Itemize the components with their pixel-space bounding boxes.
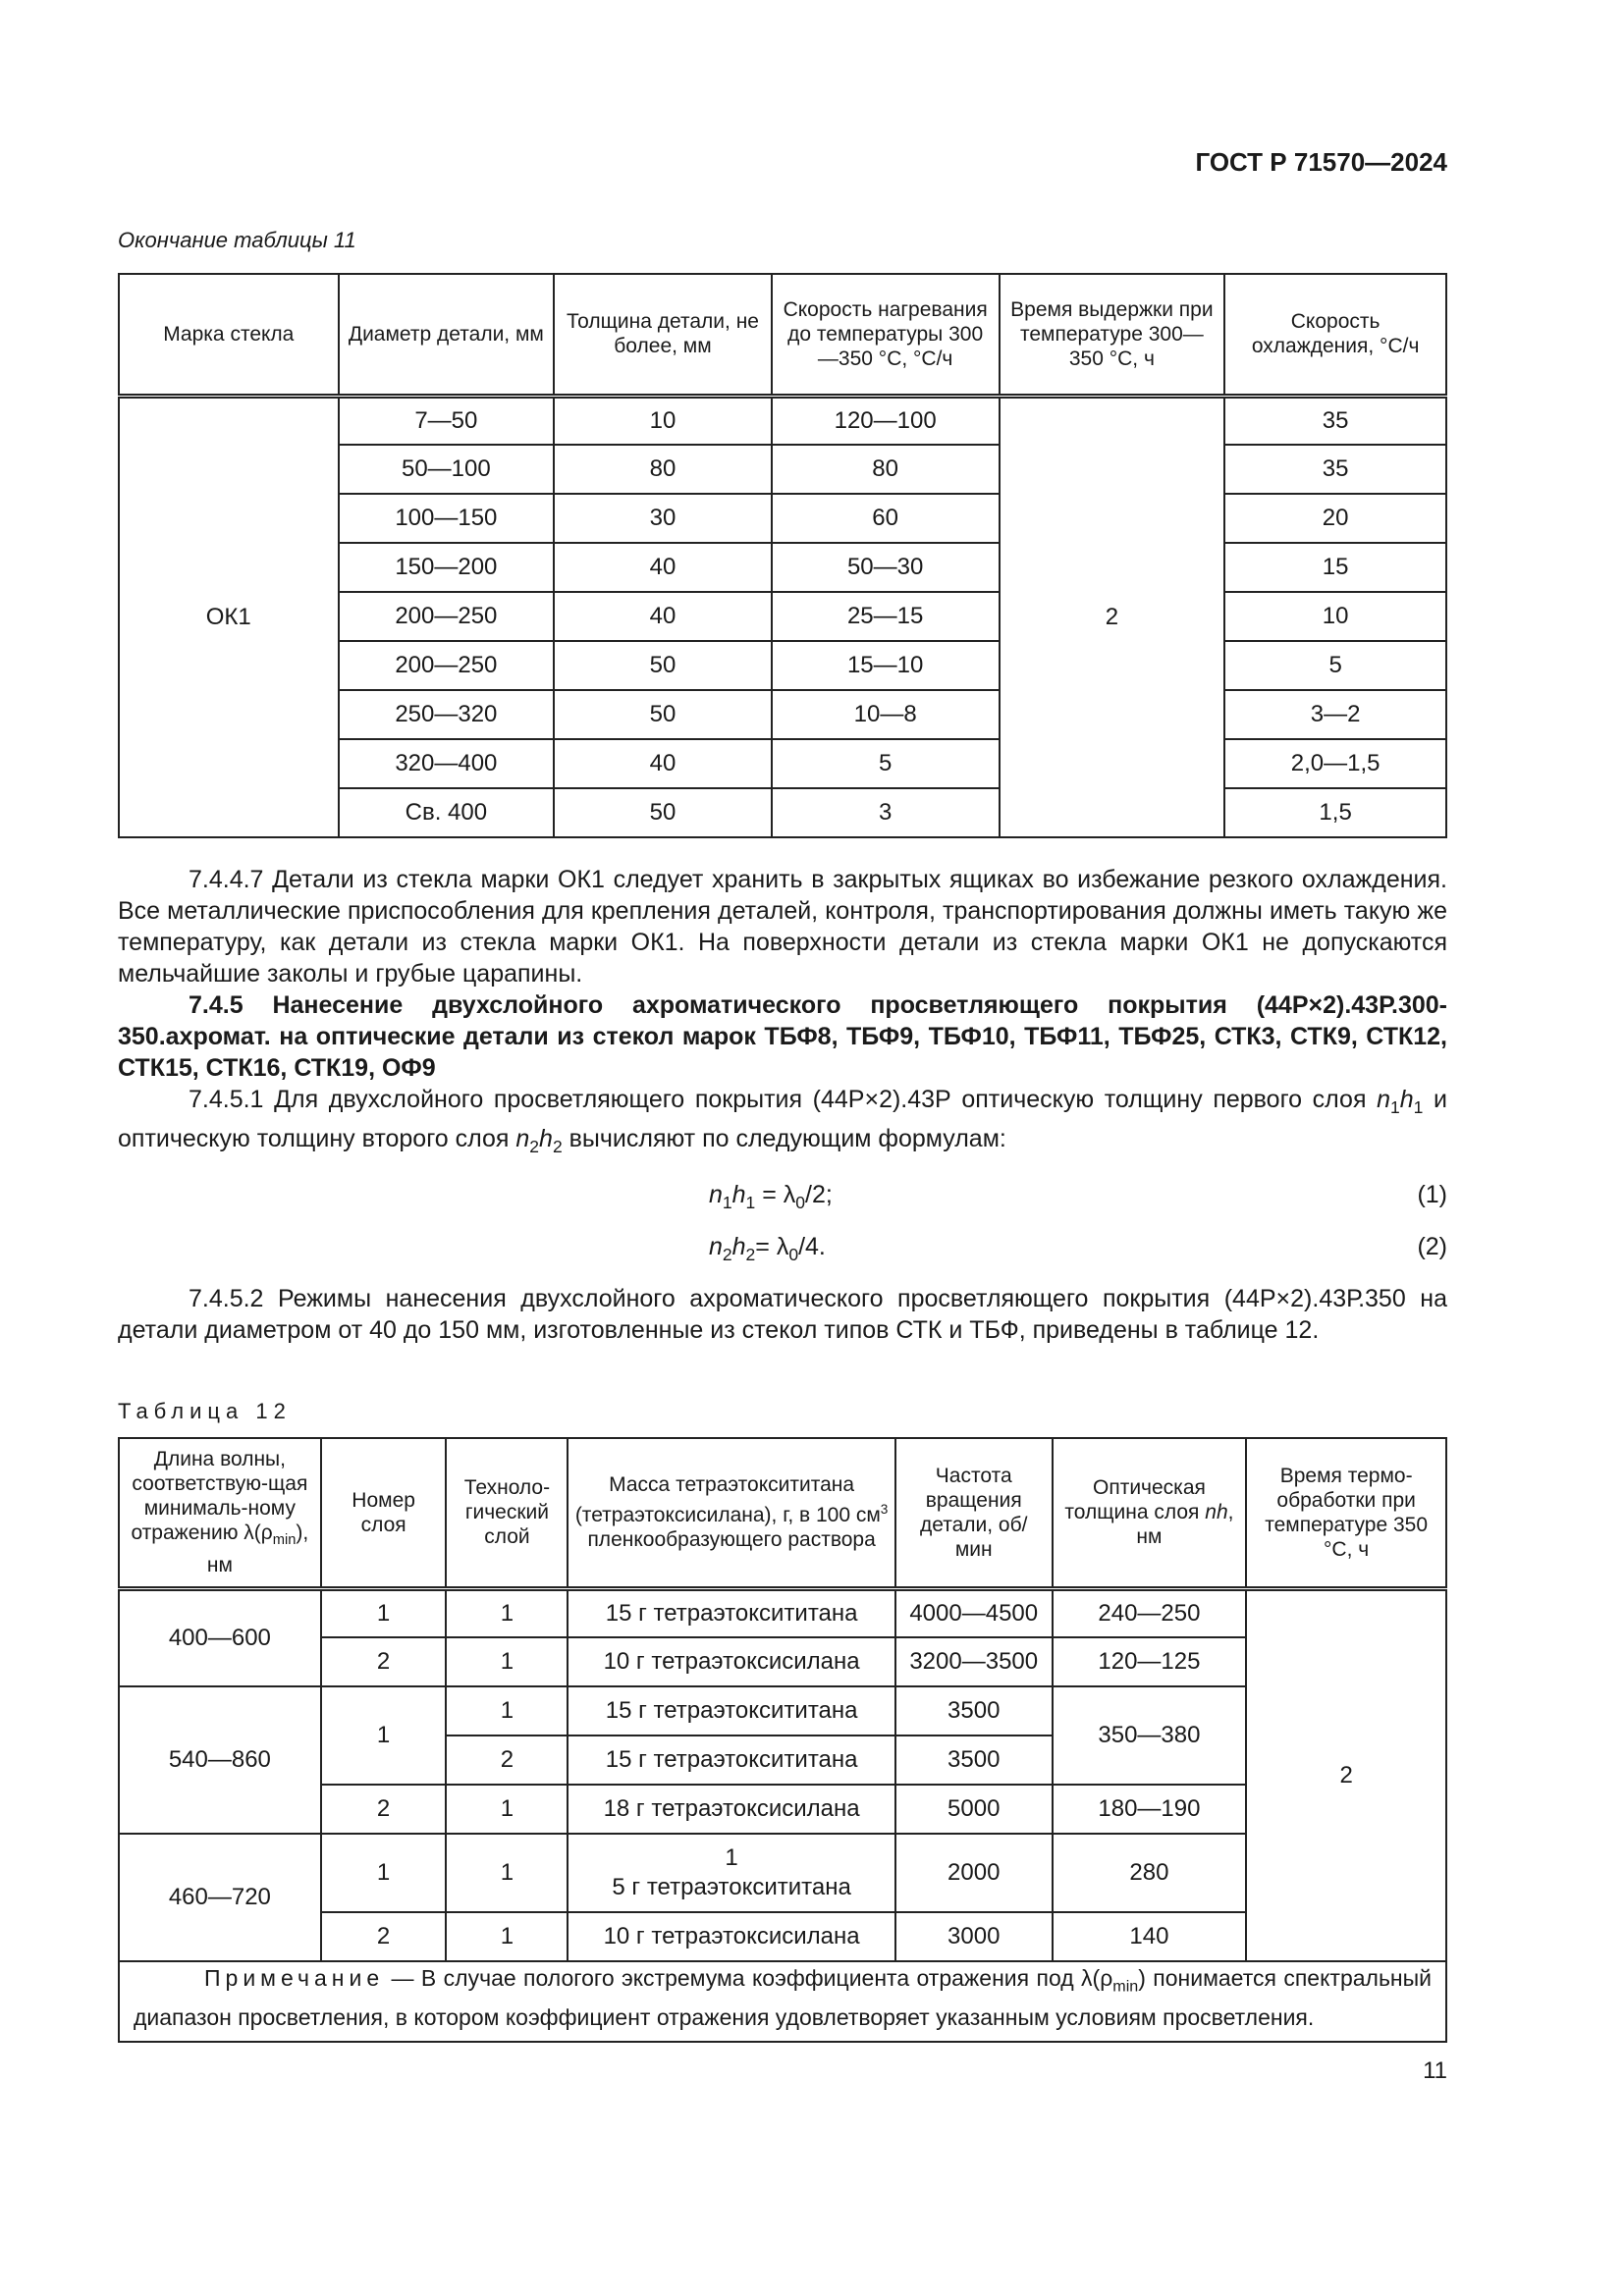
cell: 4000—4500 xyxy=(895,1588,1053,1637)
equation-number-2: (2) xyxy=(1417,1233,1447,1260)
hold-time-cell: 2 xyxy=(1000,396,1225,837)
brand-cell: ОК1 xyxy=(119,396,339,837)
formula-1: $n_1h_1 = \lambda_0/2$; xyxy=(709,1181,833,1212)
cell: 2 xyxy=(321,1912,447,1961)
col-header-diameter: Диаметр детали, мм xyxy=(339,274,555,396)
cell: 2000 xyxy=(895,1834,1053,1912)
mass-top: 1 xyxy=(725,1844,738,1871)
cell: 15 г тетраэтоксититана xyxy=(568,1735,894,1785)
col-header-cooling-rate: Скорость охлаждения, °С/ч xyxy=(1224,274,1446,396)
cell: 5 xyxy=(1224,641,1446,690)
cell: 1,5 xyxy=(1224,788,1446,837)
cell: 50—100 xyxy=(339,445,555,494)
col-header-heating-rate: Скорость нагревания до температуры 300—350 °С, °С/ч xyxy=(772,274,1000,396)
cell: 10 г тетраэтоксисилана xyxy=(568,1912,894,1961)
cell: 3—2 xyxy=(1224,690,1446,739)
cell: 3200—3500 xyxy=(895,1637,1053,1686)
cell: 1 xyxy=(446,1588,568,1637)
table-row xyxy=(119,396,1446,445)
note-label: Примечание xyxy=(204,1965,385,1991)
page-number: 11 xyxy=(1423,2057,1447,2084)
cell: 150—200 xyxy=(339,543,555,592)
cell: 120—125 xyxy=(1053,1637,1247,1686)
col-header-brand: Марка стекла xyxy=(119,274,339,396)
cell: 10 xyxy=(554,396,772,445)
cell: 10—8 xyxy=(772,690,1000,739)
cell: 80 xyxy=(554,445,772,494)
cell: 1 xyxy=(446,1912,568,1961)
cell: 2,0—1,5 xyxy=(1224,739,1446,788)
cell: 1 xyxy=(321,1686,447,1785)
document-number: ГОСТ Р 71570—2024 xyxy=(1195,147,1447,177)
col-header-layer-number: Номер слоя xyxy=(321,1438,447,1588)
table11-caption: Окончание таблицы 11 xyxy=(118,228,356,252)
cell: 350—380 xyxy=(1053,1686,1247,1785)
cell: 50—30 xyxy=(772,543,1000,592)
cell: 5000 xyxy=(895,1785,1053,1834)
cell: 2 xyxy=(321,1785,447,1834)
cell: 120—100 xyxy=(772,396,1000,445)
paragraph-7-4-5-1: 7.4.5.1 Для двухслойного просветляющего покрытия (44Р×2).43Р оптическую толщину первого слоя $n_1h_1$ и оптическую толщину второго слоя $n_2h_2$ вычисляют по следующим формулам: xyxy=(118,1086,1447,1156)
cell: 200—250 xyxy=(339,592,555,641)
cell: 50 xyxy=(554,641,772,690)
cell: 1 xyxy=(446,1637,568,1686)
cell: 2 xyxy=(321,1637,447,1686)
cell: 20 xyxy=(1224,494,1446,543)
mass-value: 5 г тетраэтоксититана xyxy=(612,1874,851,1900)
cell: 1 xyxy=(446,1686,568,1735)
cell: 15—10 xyxy=(772,641,1000,690)
col-header-optical-thickness: Оптическая толщина слоя nh, нм xyxy=(1053,1438,1247,1588)
cell: 3 xyxy=(772,788,1000,837)
cell: 30 xyxy=(554,494,772,543)
formula-2: $n_2h_2= \lambda_0/4$. xyxy=(709,1233,826,1264)
cell: 250—320 xyxy=(339,690,555,739)
body-text-2 xyxy=(118,1283,1447,1346)
cell: 100—150 xyxy=(339,494,555,543)
table-12 xyxy=(118,1437,1447,1962)
wavelength-cell: 540—860 xyxy=(119,1686,321,1834)
cell: 15 г тетраэтоксититана xyxy=(568,1588,894,1637)
heat-time-cell: 2 xyxy=(1246,1588,1446,1961)
col-header-wavelength: Длина волны, соответствую-щая минималь-ному отражению $\lambda(\rho_{min})$, нм xyxy=(119,1438,321,1588)
cell: 200—250 xyxy=(339,641,555,690)
cell: 50 xyxy=(554,788,772,837)
table12-note: Примечание — В случае пологого экстремума коэффициента отражения под $\lambda(\rho_{min})$ понимается спектральный диапазон просветления, в котором коэффициент отражения удовлетворяет указанным условиям просветления. xyxy=(118,1957,1447,2043)
cell: 60 xyxy=(772,494,1000,543)
cell: 1 xyxy=(321,1588,447,1637)
table12-caption: Таблица 12 xyxy=(118,1399,292,1423)
col-header-thickness: Толщина детали, не более, мм xyxy=(554,274,772,396)
cell: 40 xyxy=(554,592,772,641)
cell: 15 xyxy=(1224,543,1446,592)
wavelength-cell: 460—720 xyxy=(119,1834,321,1961)
cell: 5 xyxy=(772,739,1000,788)
cell: 320—400 xyxy=(339,739,555,788)
col-header-tech-layer: Техноло-гический слой xyxy=(446,1438,568,1588)
cell: Св. 400 xyxy=(339,788,555,837)
cell: 18 г тетраэтоксисилана xyxy=(568,1785,894,1834)
cell: 7—50 xyxy=(339,396,555,445)
table-11 xyxy=(118,273,1447,838)
col-header-heat-time: Время термо-обработки при температуре 350 °С, ч xyxy=(1246,1438,1446,1588)
cell: 25—15 xyxy=(772,592,1000,641)
paragraph-7-4-5-2: 7.4.5.2 Режимы нанесения двухслойного ахроматического просветляющего покрытия (44Р×2).43Р.350 на детали диаметром от 40 до 150 мм, изготовленные из стекол типов СТК и ТБФ, приведены в таблице 12. xyxy=(118,1285,1447,1344)
cell: 1 xyxy=(446,1834,568,1912)
wavelength-cell: 400—600 xyxy=(119,1588,321,1686)
cell xyxy=(568,1834,894,1912)
cell: 3000 xyxy=(895,1912,1053,1961)
col-header-hold-time: Время выдержки при температуре 300—350 °С, ч xyxy=(1000,274,1225,396)
cell: 80 xyxy=(772,445,1000,494)
cell: 1 xyxy=(446,1785,568,1834)
cell: 1 xyxy=(321,1834,447,1912)
cell: 10 xyxy=(1224,592,1446,641)
cell: 180—190 xyxy=(1053,1785,1247,1834)
cell: 140 xyxy=(1053,1912,1247,1961)
cell: 40 xyxy=(554,543,772,592)
cell: 3500 xyxy=(895,1686,1053,1735)
cell: 15 г тетраэтоксититана xyxy=(568,1686,894,1735)
paragraph-7-4-4-7: 7.4.4.7 Детали из стекла марки ОК1 следует хранить в закрытых ящиках во избежание резкого охлаждения. Все металлические приспособления для крепления деталей, контроля, транспортирования должны иметь такую же температуру, как детали из стекла марки ОК1. На поверхности детали из стекла марки ОК1 не допускаются мельчайшие заколы и грубые царапины. xyxy=(118,866,1447,988)
cell: 35 xyxy=(1224,445,1446,494)
table-row xyxy=(119,1588,1446,1637)
body-text xyxy=(118,864,1447,1162)
section-heading-7-4-5: 7.4.5 Нанесение двухслойного ахроматического просветляющего покрытия (44Р×2).43Р.300-350.ахромат. на оптические детали из стекол марок ТБФ8, ТБФ9, ТБФ10, ТБФ11, ТБФ25, СТК3, СТК9, СТК12, СТК15, СТК16, СТК19, ОФ9 xyxy=(118,991,1447,1082)
col-header-mass: Масса тетраэтоксититана (тетраэтоксисилана), г, в 100 $см^3$ пленкообразующего раствора xyxy=(568,1438,894,1588)
cell: 50 xyxy=(554,690,772,739)
cell: 2 xyxy=(446,1735,568,1785)
cell: 240—250 xyxy=(1053,1588,1247,1637)
cell: 40 xyxy=(554,739,772,788)
cell: 35 xyxy=(1224,396,1446,445)
col-header-rotation: Частота вращения детали, об/мин xyxy=(895,1438,1053,1588)
cell: 280 xyxy=(1053,1834,1247,1912)
equation-number-1: (1) xyxy=(1417,1181,1447,1208)
cell: 10 г тетраэтоксисилана xyxy=(568,1637,894,1686)
cell: 3500 xyxy=(895,1735,1053,1785)
